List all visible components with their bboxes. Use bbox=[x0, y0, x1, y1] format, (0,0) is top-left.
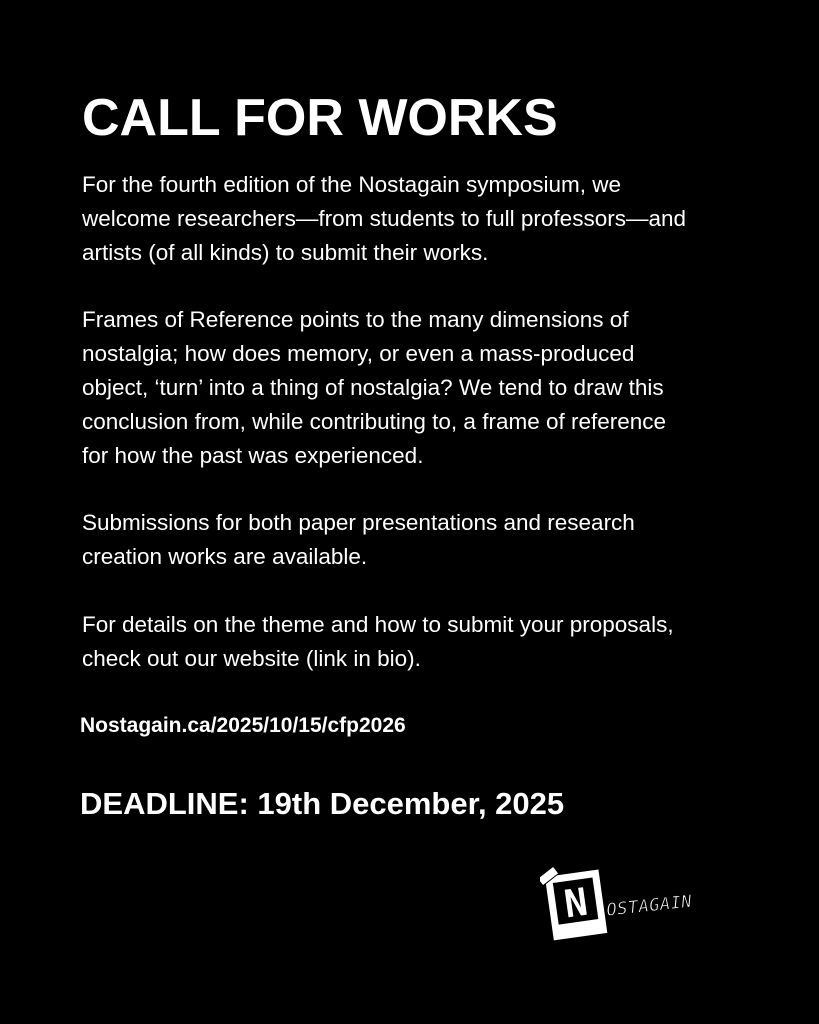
paragraph-line: Submissions for both paper presentations and research bbox=[82, 510, 635, 535]
theme-paragraph bbox=[82, 303, 752, 473]
nostagain-logo bbox=[540, 862, 732, 944]
details-paragraph bbox=[82, 608, 752, 676]
submissions-paragraph bbox=[82, 506, 752, 574]
website-link[interactable]: Nostagain.ca/2025/10/15/cfp2026 bbox=[80, 714, 406, 737]
paragraph-line: artists (of all kinds) to submit their works. bbox=[82, 240, 489, 265]
logo-letter: N bbox=[561, 879, 591, 927]
paragraph-line: for how the past was experienced. bbox=[82, 443, 424, 468]
paragraph-line: Frames of Reference points to the many dimensions of bbox=[82, 307, 629, 332]
paragraph-line: check out our website (link in bio). bbox=[82, 646, 421, 671]
intro-paragraph bbox=[82, 168, 752, 270]
polaroid-n-logo-icon bbox=[540, 862, 732, 944]
logo-wordmark: OSTAGAIN bbox=[605, 891, 694, 921]
paragraph-line: creation works are available. bbox=[82, 544, 368, 569]
page-title: CALL FOR WORKS bbox=[82, 89, 558, 147]
deadline-text: DEADLINE: 19th December, 2025 bbox=[80, 786, 565, 821]
paragraph-line: For details on the theme and how to submit your proposals, bbox=[82, 612, 674, 637]
paragraph-line: object, ‘turn’ into a thing of nostalgia? We tend to draw this bbox=[82, 375, 664, 400]
paragraph-line: nostalgia; how does memory, or even a mass-produced bbox=[82, 341, 635, 366]
paragraph-line: conclusion from, while contributing to, a frame of reference bbox=[82, 409, 667, 434]
paragraph-line: welcome researchers—from students to full professors—and bbox=[82, 206, 686, 231]
paragraph-line: For the fourth edition of the Nostagain symposium, we bbox=[82, 172, 622, 197]
